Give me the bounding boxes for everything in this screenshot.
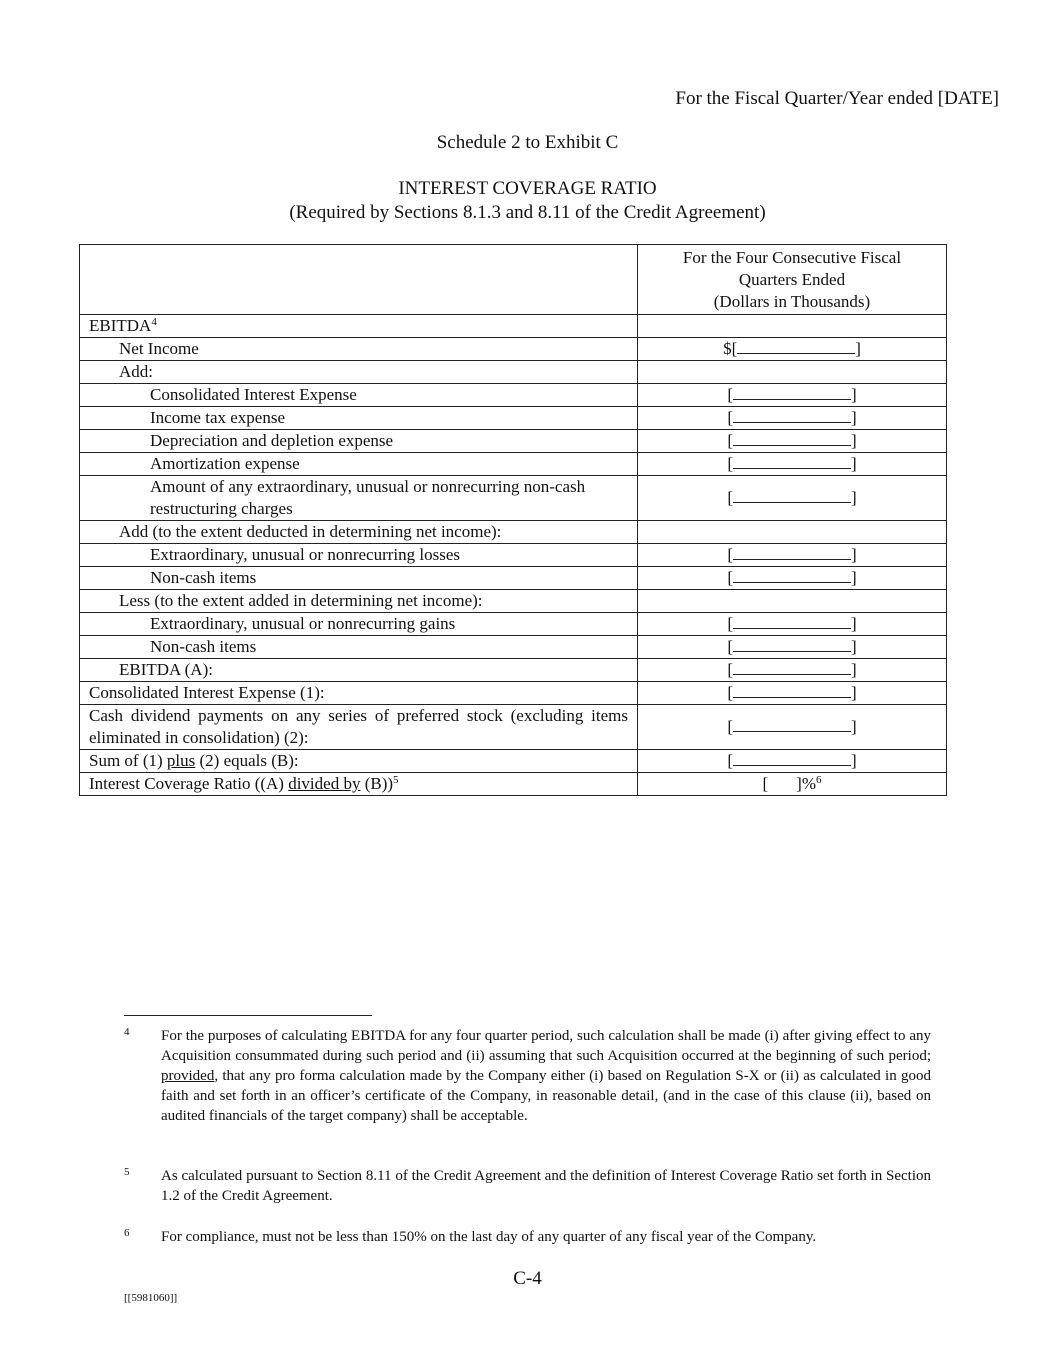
- value-ebitda-a: [ ]: [638, 659, 947, 682]
- document-id: [[5981060]]: [124, 1292, 178, 1304]
- column-header-line-1: For the Four Consecutive Fiscal: [682, 248, 902, 267]
- table-row: [80, 750, 947, 773]
- row-label-income-tax: Income tax expense: [80, 407, 638, 430]
- value-restructuring: [ ]: [638, 476, 947, 521]
- row-label-amortization: Amortization expense: [80, 453, 638, 476]
- row-label-ebitda: EBITDA$^4$: [80, 315, 638, 338]
- blank-line: [733, 636, 851, 652]
- blank-line: [733, 407, 851, 423]
- table-row: [80, 453, 947, 476]
- blank-line: [733, 453, 851, 469]
- table-row: [80, 544, 947, 567]
- page-number: C-4: [513, 1268, 542, 1289]
- value-extraordinary-losses: [ ]: [638, 544, 947, 567]
- table-row: [80, 430, 947, 453]
- table-row: [80, 636, 947, 659]
- blank-line: [733, 430, 851, 446]
- schedule-label: Schedule 2 to Exhibit C: [436, 132, 619, 153]
- header-blank-cell: [80, 245, 638, 315]
- value-extraordinary-gains: [ ]: [638, 613, 947, 636]
- footnote-number: 5: [124, 1166, 130, 1178]
- blank-line: [733, 567, 851, 583]
- table-row: [80, 590, 947, 613]
- row-label-noncash-items-add: Non-cash items: [80, 567, 638, 590]
- row-label-extraordinary-losses: Extraordinary, unusual or nonrecurring losses: [80, 544, 638, 567]
- table-header-row: [80, 245, 947, 315]
- table-row: [80, 407, 947, 430]
- footnote-number: 4: [124, 1026, 130, 1038]
- blank-line: [737, 338, 855, 354]
- row-label-consolidated-interest-1: Consolidated Interest Expense (1):: [80, 682, 638, 705]
- value-interest-coverage-ratio: [ ]%$^6$: [638, 773, 947, 796]
- blank-line: [733, 682, 851, 698]
- footnote-ref-4: 4: [151, 316, 157, 328]
- table-row: [80, 567, 947, 590]
- table-row: [80, 773, 947, 796]
- row-label-noncash-items-less: Non-cash items: [80, 636, 638, 659]
- footnote-4: [124, 1026, 931, 1126]
- row-label-sum: Sum of (1) plus (2) equals (B):: [80, 750, 638, 773]
- value-consolidated-interest: [ ]: [638, 384, 947, 407]
- table-row: [80, 338, 947, 361]
- value-cash-dividend: [ ]: [638, 705, 947, 750]
- row-label-ebitda-a: EBITDA (A):: [80, 659, 638, 682]
- value-sum: [ ]: [638, 750, 947, 773]
- table-row: [80, 315, 947, 338]
- blank-line: [733, 544, 851, 560]
- table-row: [80, 659, 947, 682]
- row-label-add-extent: Add (to the extent deducted in determining net income):: [80, 521, 638, 544]
- table-row: [80, 521, 947, 544]
- column-header-line-2: Quarters Ended: [738, 270, 846, 289]
- value-income-tax: [ ]: [638, 407, 947, 430]
- value-noncash-items-add: [ ]: [638, 567, 947, 590]
- value-cell: [638, 590, 947, 613]
- row-label-less-extent: Less (to the extent added in determining net income):: [80, 590, 638, 613]
- column-header: [638, 245, 947, 315]
- row-label-consolidated-interest: Consolidated Interest Expense: [80, 384, 638, 407]
- blank-line: [733, 659, 851, 675]
- footnote-text: As calculated pursuant to Section 8.11 of the Credit Agreement and the definition of Interest Coverage Ratio set forth in Section 1.2 of the Credit Agreement.: [161, 1168, 931, 1204]
- row-label-add: Add:: [80, 361, 638, 384]
- row-label-interest-coverage-ratio: Interest Coverage Ratio ((A) divided by (B))$^5$: [80, 773, 638, 796]
- footnote-text: For compliance, must not be less than 150% on the last day of any quarter of any fiscal year of the Company.: [161, 1229, 817, 1245]
- table-row: [80, 361, 947, 384]
- footnote-ref-5: 5: [393, 774, 399, 786]
- table-row: [80, 705, 947, 750]
- table-row: [80, 476, 947, 521]
- value-consolidated-interest-1: [ ]: [638, 682, 947, 705]
- blank-line: [733, 384, 851, 400]
- table-row: [80, 384, 947, 407]
- value-amortization: [ ]: [638, 453, 947, 476]
- column-header-line-3: (Dollars in Thousands): [713, 292, 871, 311]
- value-cell: [638, 521, 947, 544]
- row-label-restructuring: Amount of any extraordinary, unusual or nonrecurring non-cash restructuring charges: [80, 476, 638, 521]
- blank-line: [733, 750, 851, 766]
- footnote-ref-6: 6: [816, 774, 822, 786]
- value-cell: [638, 361, 947, 384]
- blank-line: [733, 716, 851, 732]
- row-label-cash-dividend: Cash dividend payments on any series of preferred stock (excluding items eliminated in consolidation) (2):: [80, 705, 638, 750]
- fiscal-period-line: For the Fiscal Quarter/Year ended [DATE]: [675, 88, 999, 109]
- footnote-separator: [124, 1015, 372, 1016]
- footnote-text: For the purposes of calculating EBITDA for any four quarter period, such calculation shall be made (i) after giving effect to any Acquisition consummated during such period and (ii) assuming that such Acquisition occurred at the beginning of such period; provided, that any pro forma calculation made by the Company either (i) based on Regulation S-X or (ii) as calculated in good faith and set forth in an officer’s certificate of the Company, in reasonable detail, (and in the case of this clause (ii), based on audited financials of the target company) shall be acceptable.: [161, 1028, 931, 1124]
- footnote-number: 6: [124, 1227, 130, 1239]
- value-depreciation: [ ]: [638, 430, 947, 453]
- title-main: INTEREST COVERAGE RATIO: [398, 178, 657, 199]
- footnote-5: [124, 1166, 931, 1206]
- row-label-net-income: Net Income: [80, 338, 638, 361]
- row-label-depreciation: Depreciation and depletion expense: [80, 430, 638, 453]
- interest-coverage-table: [79, 244, 947, 796]
- footnote-6: [124, 1227, 931, 1247]
- title-subtitle: (Required by Sections 8.1.3 and 8.11 of the Credit Agreement): [289, 202, 766, 223]
- value-cell: [638, 315, 947, 338]
- value-noncash-items-less: [ ]: [638, 636, 947, 659]
- blank-line: [733, 613, 851, 629]
- table-row: [80, 613, 947, 636]
- page-title: [0, 177, 1055, 225]
- value-net-income: $[ ]: [638, 338, 947, 361]
- row-label-extraordinary-gains: Extraordinary, unusual or nonrecurring gains: [80, 613, 638, 636]
- table-row: [80, 682, 947, 705]
- blank-line: [733, 487, 851, 503]
